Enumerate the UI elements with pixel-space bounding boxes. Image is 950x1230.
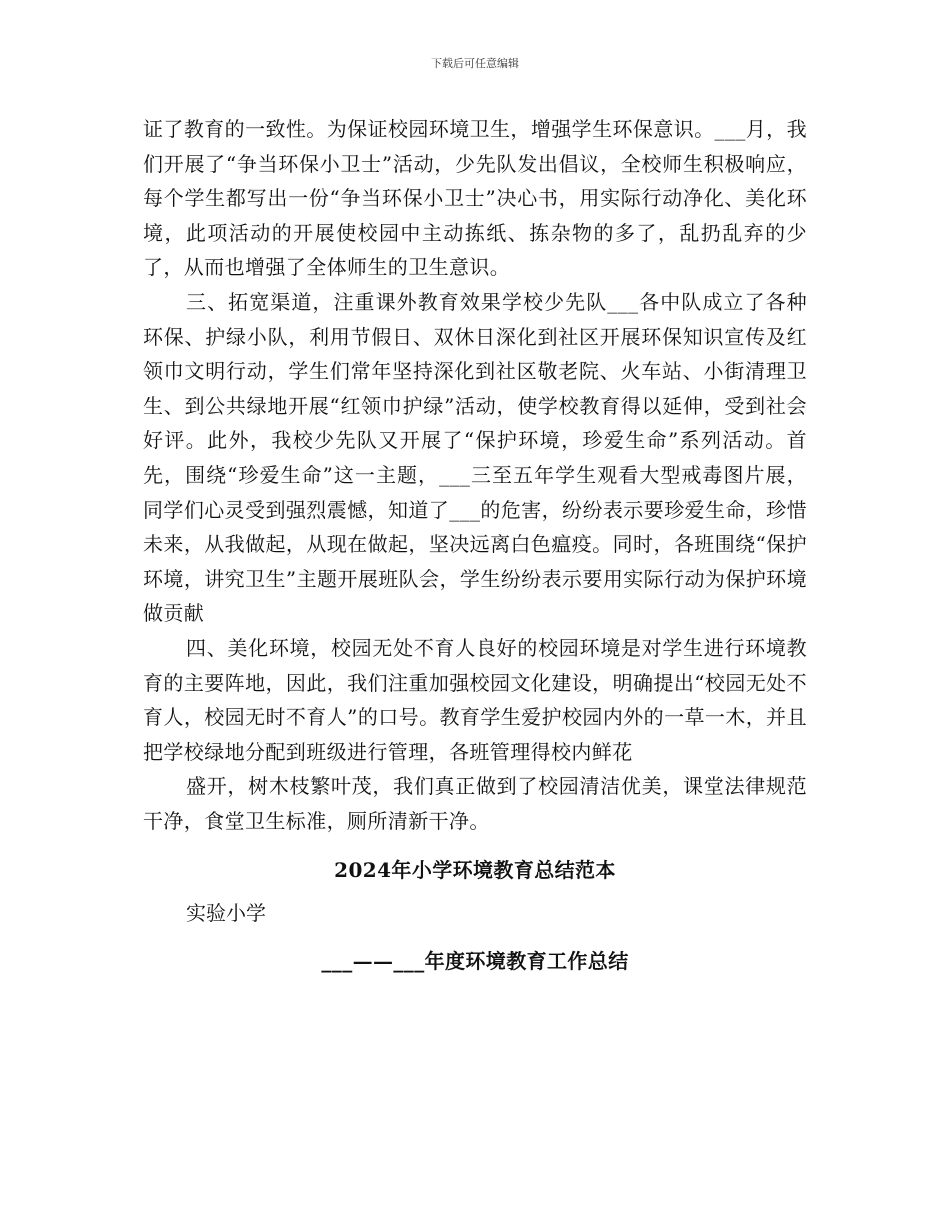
document-subtitle: ___——___年度环境教育工作总结	[321, 949, 629, 974]
paragraph-2: 三、拓宽渠道，注重课外教育效果学校少先队___各中队成立了各种环保、护绿小队，利用节假日、双休日深化到社区开展环保知识宣传及红领巾文明行动，学生们常年坚持深化到社区敬老院、火车站、小街清理卫生、到公共绿地开展“红领巾护绿”活动，使学校教育得以延伸，受到社会好评。此外，我校少先队又开展了“保护环境，珍爱生命”系列活动。首先，围绕“珍爱生命”这一主题，___三至五年学生观看大型戒毒图片展，同学们心灵受到强烈震憾，知道了___的危害，纷纷表示要珍爱生命，珍惜未来，从我做起，从现在做起，坚决远离白色瘟疫。同时，各班围绕“保护环境，讲究卫生”主题开展班队会，学生纷纷表示要用实际行动为保护环境做贡献	[143, 289, 807, 626]
school-name: 实验小学	[186, 901, 266, 926]
paragraph-3: 四、美化环境，校园无处不育人良好的校园环境是对学生进行环境教育的主要阵地，因此，我们注重加强校园文化建设，明确提出“校园无处不育人，校园无时不育人”的口号。教育学生爱护校园内外的一草一木，并且把学校绿地分配到班级进行管理，各班管理得校内鲜花	[143, 635, 807, 764]
page-header: 下载后可任意编辑	[431, 57, 519, 70]
document-title: 2024年小学环境教育总结范本	[334, 858, 616, 883]
paragraph-1: 证了教育的一致性。为保证校园环境卫生，增强学生环保意识。___月，我们开展了“争当环保小卫士”活动，少先队发出倡议，全校师生积极响应，每个学生都写出一份“争当环保小卫士”决心书，用实际行动净化、美化环境，此项活动的开展使校园中主动拣纸、拣杂物的多了，乱扔乱弃的少了，从而也增强了全体师生的卫生意识。	[143, 117, 807, 280]
paragraph-4: 盛开，树木枝繁叶茂，我们真正做到了校园清洁优美，课堂法律规范干净，食堂卫生标准，厕所清新干净。	[143, 774, 807, 833]
document-body	[143, 112, 807, 978]
